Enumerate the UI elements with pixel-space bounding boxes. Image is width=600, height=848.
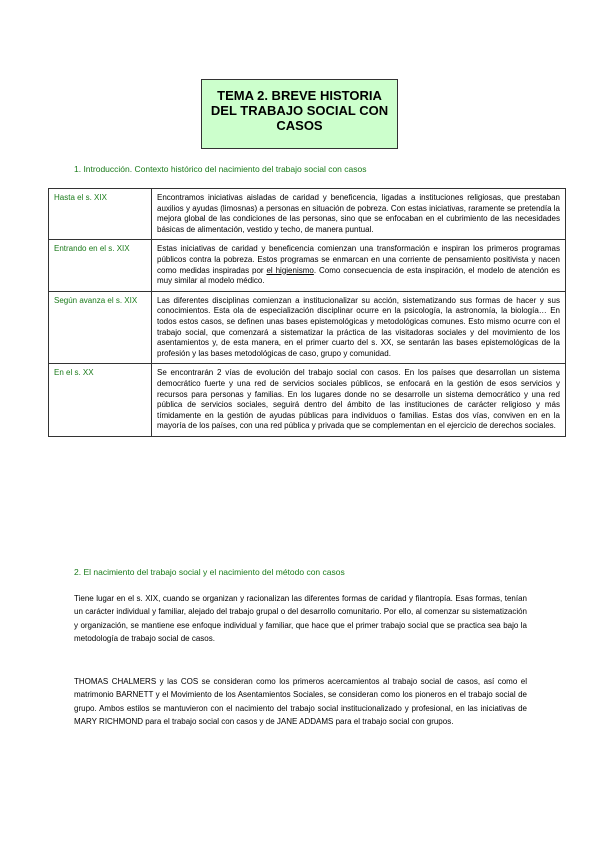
- description-cell: Se encontrarán 2 vías de evolución del trabajo social con casos. En los países que desarrollan un sistema democrático fuerte y una red de servicios sociales públicos, se enfocará en la gestión de esos servicios y recursos para personas y familias. En los lugares donde no se desarrolle un sistema democrático y una red pública de servicios sociales, seguirá dentro del ámbito de las instituciones de carácter religioso y más tímidamente en la gestión de ayudas públicas para individuos o familias. Estas dos vías, conviven en en la mayoría de los países, con una red pública y privada que se complementan en el ejercicio de derechos sociales.: [152, 364, 566, 437]
- period-cell: Según avanza el s. XIX: [49, 291, 152, 364]
- table-row: [49, 240, 566, 291]
- underlined-term: el higienismo: [266, 265, 314, 275]
- table-row: [49, 364, 566, 437]
- section-2-heading: 2. El nacimiento del trabajo social y el nacimiento del método con casos: [74, 567, 345, 577]
- description-text: . Como consecuencia de esta inspiración, el modelo de atención es muy similar al modelo médico.: [157, 265, 560, 286]
- period-cell: Entrando en el s. XIX: [49, 240, 152, 291]
- body-paragraph: Tiene lugar en el s. XIX, cuando se organizan y racionalizan las diferentes formas de caridad y filantropía. Esas formas, tenían un carácter individual y familiar, alejado del trabajo grupal o del desarrollo comunitario. Por ello, al comenzar su sistematización y organización, se mantiene ese enfoque individual y familiar, que hace que el primer trabajo social que se practica sea bajo la metodología de trabajo social de casos.: [74, 594, 527, 644]
- description-cell: [152, 240, 566, 291]
- title-line-2: DEL TRABAJO SOCIAL CON: [210, 103, 389, 118]
- period-cell: Hasta el s. XIX: [49, 189, 152, 240]
- table-row: [49, 291, 566, 364]
- title-line-3: CASOS: [276, 118, 323, 133]
- period-cell: En el s. XX: [49, 364, 152, 437]
- description-text: Estas iniciativas de caridad y beneficencia comienzan una transformación e inspiran los primeros programas públicos contra la pobreza. Estos programas se enmarcan en una corriente de pensamiento positivista y nacen como medidas inspiradas por: [157, 244, 560, 275]
- table-row: [49, 189, 566, 240]
- section-1-heading: 1. Introducción. Contexto histórico del nacimiento del trabajo social con casos: [74, 164, 367, 174]
- document-title: [201, 79, 398, 149]
- description-cell: Las diferentes disciplinas comienzan a institucionalizar su acción, sistematizando sus formas de hacer y sus conocimientos. Esta ola de especialización disciplinar ocurre en la psicología, la astronomía, la biología… En todos estos casos, se definen unas bases epistemológicas y metodológicas comunes. Esto mismo ocurre con el trabajo social, que comenzará a sistematizar la práctica de las visitadoras sociales y del movimiento de los asentamientos y, de esta manera, en el primer cuarto del s. XX, se sentarán las bases epistemológicas de la profesión y las bases metodológicas de caso, grupo y comunidad.: [152, 291, 566, 364]
- description-cell: Encontramos iniciativas aisladas de caridad y beneficencia, ligadas a instituciones religiosas, que prestaban auxilios y ayudas (limosnas) a personas en situación de pobreza. Con estas iniciativas, raramente se pretendía la mejora global de las condiciones de las personas, sino que se enfocaban en el cubrimiento de las necesidades básicas de alimentación, vestido y techo, de manera puntual.: [152, 189, 566, 240]
- history-table: [48, 188, 566, 437]
- title-line-1: TEMA 2. BREVE HISTORIA: [217, 88, 382, 103]
- body-paragraph: THOMAS CHALMERS y las COS se consideran como los primeros acercamientos al trabajo social de casos, así como el matrimonio BARNETT y el Movimiento de los Asentamientos Sociales, se consideran como los pioneros en el trabajo social de grupo. Ambos estilos se mantuvieron con el nacimiento del trabajo social institucionalizado y profesional, en las iniciativas de MARY RICHMOND para el trabajo social con casos y de JANE ADDAMS para el trabajo social con grupos.: [74, 677, 527, 727]
